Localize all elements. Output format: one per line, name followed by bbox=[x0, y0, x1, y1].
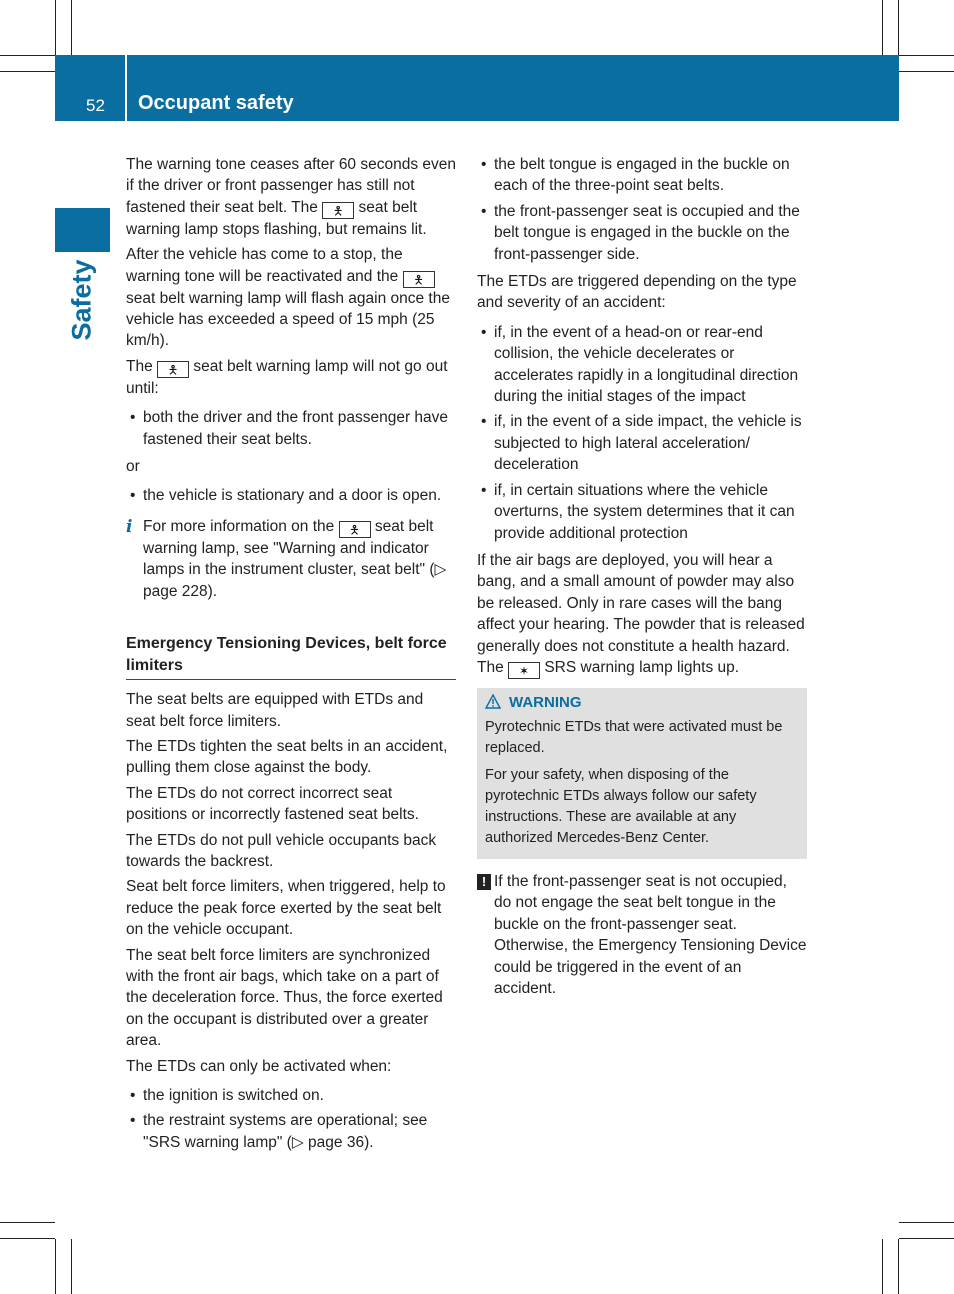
warning-title: WARNING bbox=[485, 692, 799, 713]
paragraph: The ETDs tighten the seat belts in an accident, pulling them close against the body. bbox=[126, 737, 448, 777]
bullet-list bbox=[126, 485, 456, 506]
bullet-list bbox=[126, 407, 456, 450]
crop-mark bbox=[899, 1222, 954, 1223]
paragraph: The ETDs do not pull vehicle occupants back towards the backrest. bbox=[126, 831, 437, 870]
list-item: • both the driver and the front passenger have fastened their seat belts. bbox=[130, 409, 449, 448]
header-divider bbox=[125, 55, 127, 121]
crop-mark bbox=[71, 1239, 72, 1294]
paragraph: Seat belt force limiters, when triggered, help to reduce the peak force exerted by the seat belt on the vehicle occupant. bbox=[126, 878, 446, 939]
list-item: • the restraint systems are operational; see "SRS warning lamp" (▷ page 36). bbox=[130, 1112, 428, 1151]
warning-box bbox=[477, 688, 807, 859]
caution-note: ! If the front-passenger seat is not occupied, do not engage the seat belt tongue in the buckle on the front-passenger seat. Otherwise, the Emergency Tensioning Device could be triggered in the event of an accident. bbox=[477, 871, 807, 999]
crop-mark bbox=[0, 1222, 55, 1223]
list-item: • if, in the event of a head-on or rear-end collision, the vehicle decelerates or accelerates rapidly in a longitudinal direction during the initial stages of the impact bbox=[481, 323, 799, 406]
list-item: • if, in the event of a side impact, the vehicle is subjected to high lateral acceleration/ deceleration bbox=[481, 413, 802, 474]
warning-text: Pyrotechnic ETDs that were activated must be replaced. bbox=[485, 718, 783, 756]
srs-warning-lamp-icon: ✶ bbox=[508, 662, 540, 679]
left-column bbox=[126, 154, 456, 1159]
paragraph: After the vehicle has come to a stop, the warning tone will be reactivated and the 🯅 seat belt warning lamp will flash again once the vehicle has exceeded a speed of 15 mph (25 km/h). bbox=[126, 246, 450, 350]
section-title: Occupant safety bbox=[138, 92, 294, 114]
seat-belt-warning-lamp-icon: 🯅 bbox=[339, 521, 371, 538]
side-tab-block bbox=[55, 208, 110, 252]
seat-belt-warning-lamp-icon: 🯅 bbox=[157, 361, 189, 378]
crop-mark bbox=[899, 55, 954, 56]
list-item: • the belt tongue is engaged in the buckle on each of the three-point seat belts. bbox=[481, 156, 790, 195]
subsection-heading: Emergency Tensioning Devices, belt force limiters bbox=[126, 633, 456, 680]
paragraph: If the air bags are deployed, you will hear a bang, and a small amount of powder may also be released. Only in rare cases will the bang affect your hearing. The powder that is released generally does not constitute a health hazard. The ✶ SRS warning lamp lights up. bbox=[477, 551, 805, 678]
exclamation-note-icon: ! bbox=[477, 874, 491, 890]
bullet-list bbox=[477, 154, 807, 265]
bullet-list bbox=[126, 1085, 456, 1153]
crop-mark bbox=[882, 1239, 883, 1294]
paragraph: or bbox=[126, 458, 140, 476]
warning-text: For your safety, when disposing of the pyrotechnic ETDs always follow our safety instructions. These are available at any authorized Mercedes-Benz Center. bbox=[485, 766, 757, 846]
paragraph: The seat belt force limiters are synchronized with the front air bags, which take on a part of the deceleration force. Thus, the force exerted on the occupant is distributed over a greater area. bbox=[126, 946, 443, 1050]
crop-mark bbox=[55, 1239, 56, 1294]
crop-mark bbox=[0, 1238, 55, 1239]
paragraph: The ETDs do not correct incorrect seat positions or incorrectly fastened seat belts. bbox=[126, 784, 419, 824]
list-item: • if, in certain situations where the vehicle overturns, the system determines that it can provide additional protection bbox=[481, 481, 795, 542]
info-icon: i bbox=[126, 516, 133, 537]
seat-belt-warning-lamp-icon: 🯅 bbox=[322, 202, 354, 219]
page-number: 52 bbox=[86, 96, 105, 115]
seat-belt-warning-lamp-icon: 🯅 bbox=[403, 271, 435, 288]
crop-mark bbox=[898, 1239, 899, 1294]
crop-mark bbox=[898, 0, 899, 55]
crop-mark bbox=[71, 0, 72, 55]
paragraph: The 🯅 seat belt warning lamp will not go out until: bbox=[126, 357, 448, 397]
side-tab-label: Safety bbox=[66, 259, 97, 341]
paragraph: The ETDs are triggered depending on the type and severity of an accident: bbox=[477, 273, 797, 312]
crop-mark bbox=[55, 0, 56, 55]
bullet-list bbox=[477, 322, 807, 544]
warning-triangle-icon bbox=[485, 694, 501, 709]
paragraph: The warning tone ceases after 60 seconds even if the driver or front passenger has still not fastened their seat belt. The 🯅 seat belt warning lamp stops flashing, but remains lit. bbox=[126, 156, 457, 238]
right-column bbox=[477, 154, 807, 999]
paragraph: The seat belts are equipped with ETDs and seat belt force limiters. bbox=[126, 691, 424, 730]
info-note: i For more information on the 🯅 seat belt warning lamp, see "Warning and indicator lamps in the instrument cluster, seat belt" (▷ page 228). bbox=[126, 516, 447, 600]
crop-mark bbox=[899, 1238, 954, 1239]
crop-mark bbox=[0, 71, 55, 72]
crop-mark bbox=[882, 0, 883, 55]
paragraph: The ETDs can only be activated when: bbox=[126, 1057, 392, 1075]
list-item: • the front-passenger seat is occupied and the belt tongue is engaged in the buckle on the front-passenger side. bbox=[481, 202, 800, 263]
list-item: • the ignition is switched on. bbox=[130, 1087, 324, 1104]
crop-mark bbox=[899, 71, 954, 72]
crop-mark bbox=[0, 55, 55, 56]
list-item: • the vehicle is stationary and a door is open. bbox=[130, 487, 442, 505]
